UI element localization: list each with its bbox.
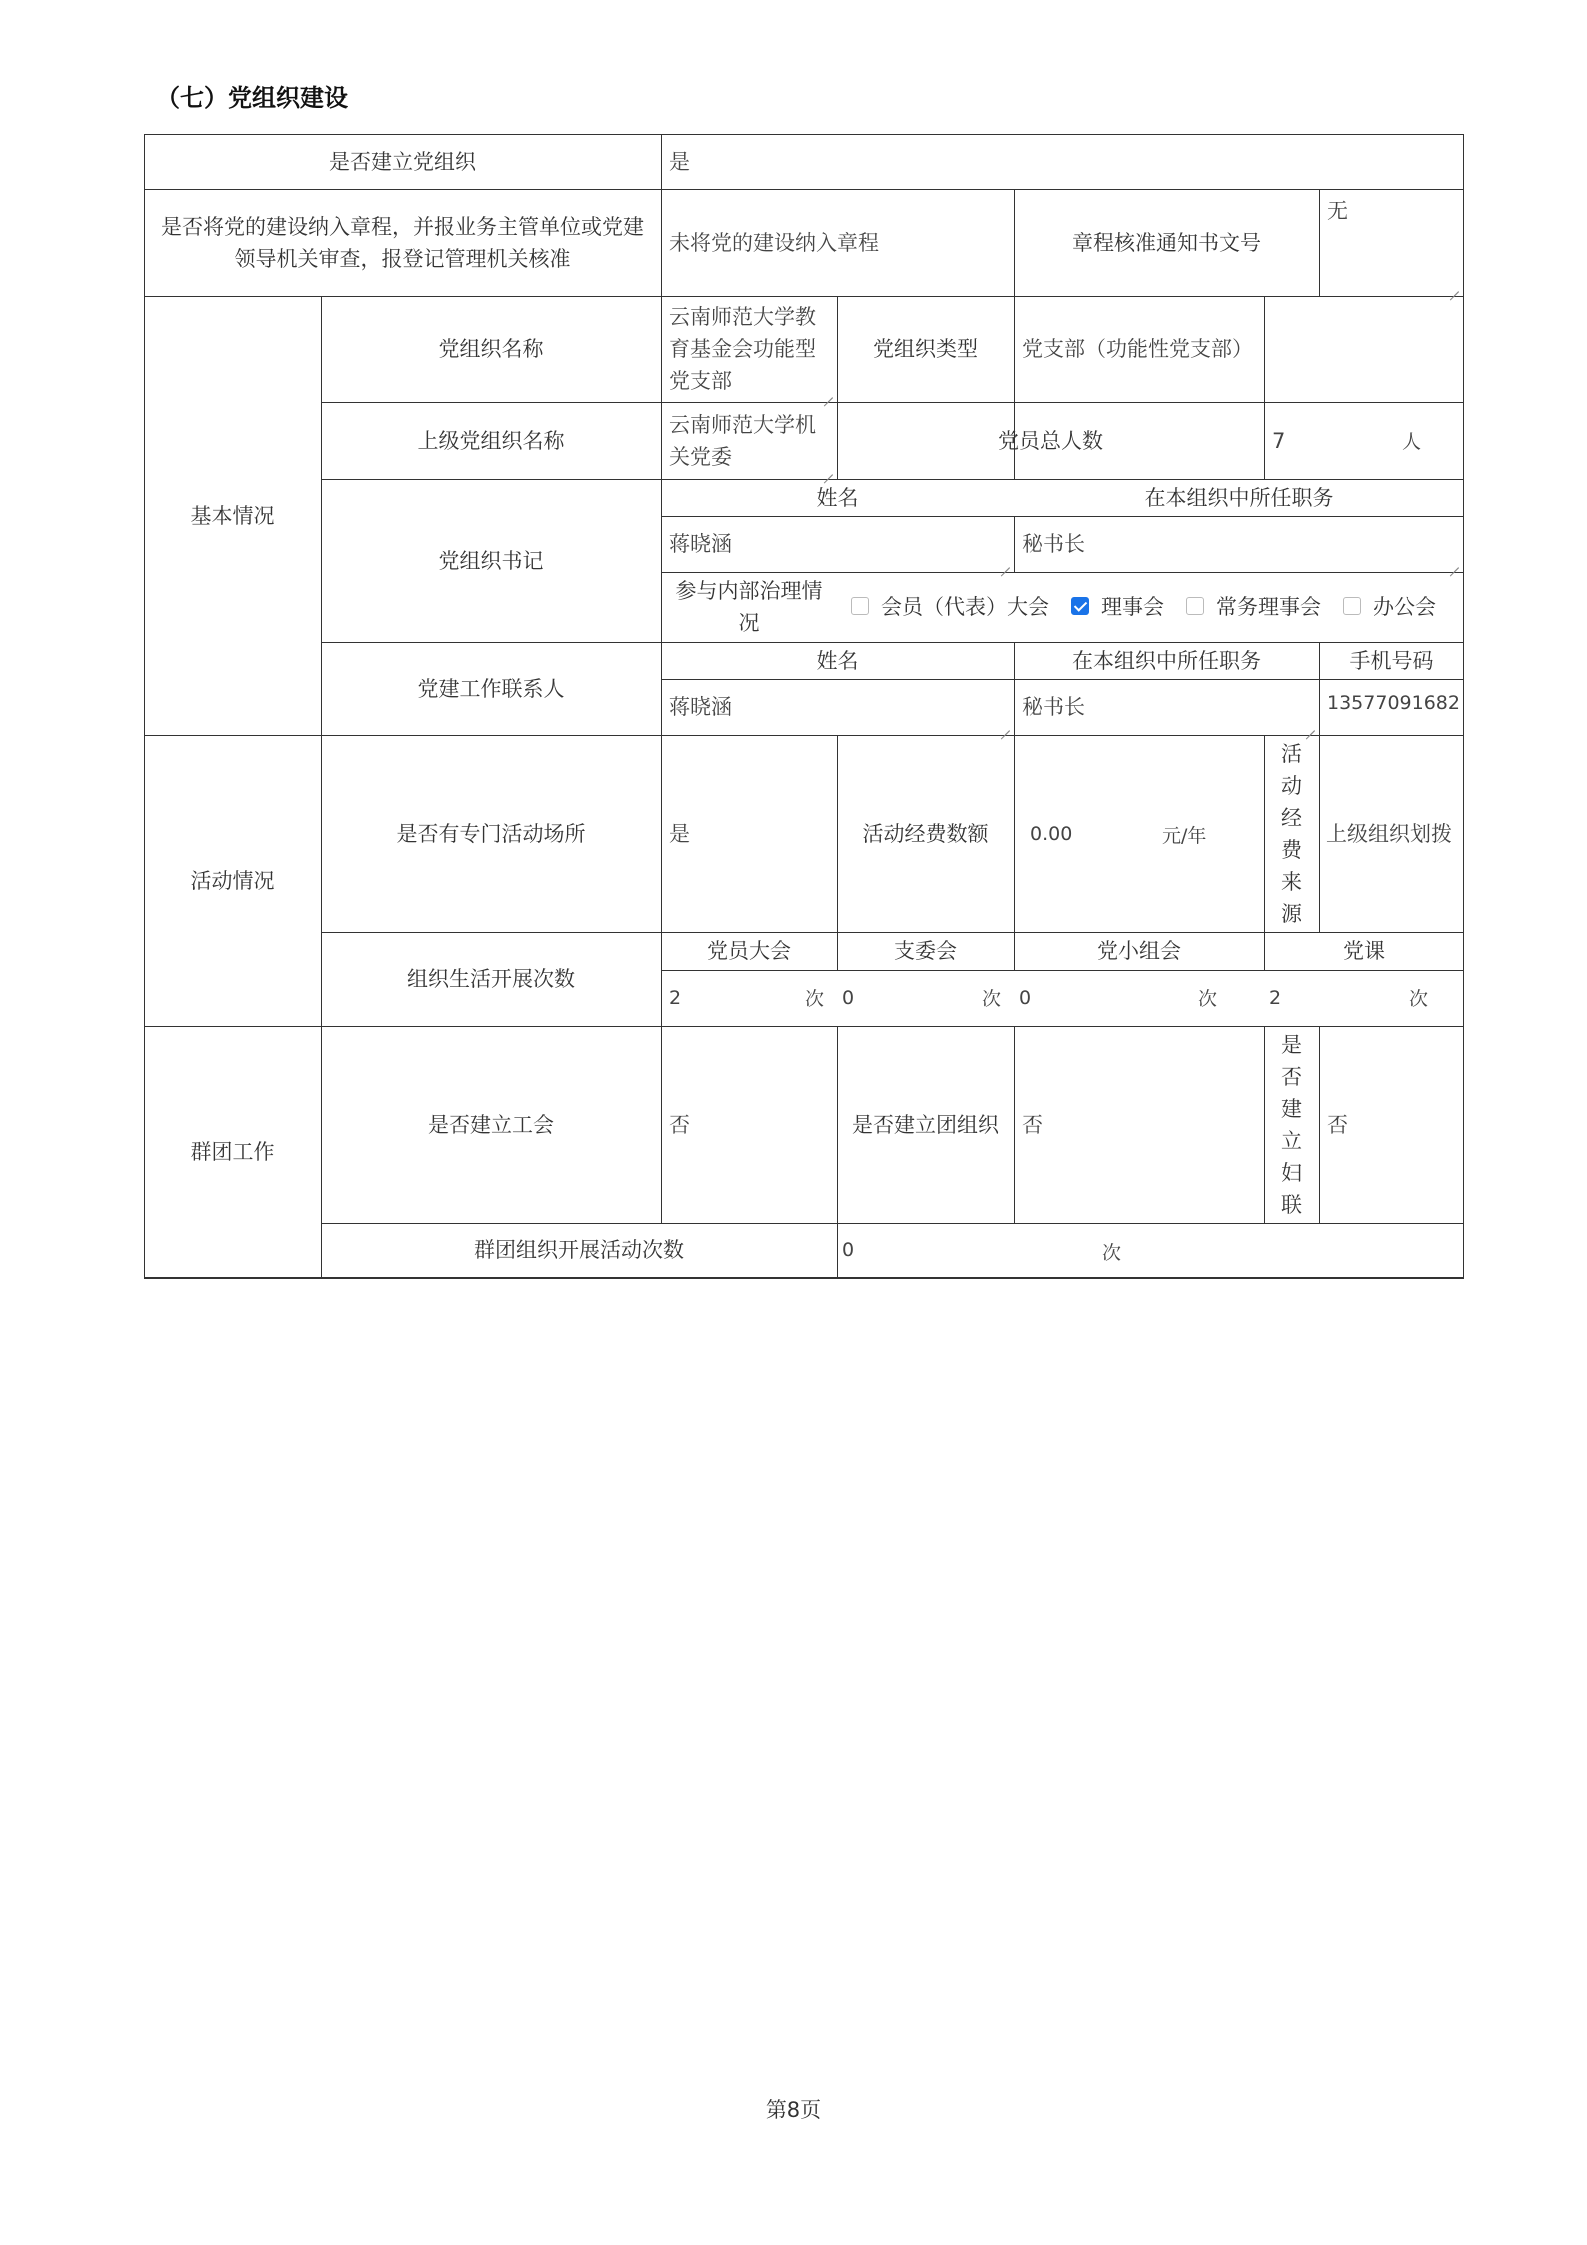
- members-input[interactable]: 7: [1272, 428, 1286, 453]
- times-unit: 次: [805, 988, 825, 1010]
- charter-label: [144, 189, 661, 296]
- women-label-char: 立: [1281, 1128, 1302, 1153]
- basic-section-label: 基本情况: [190, 503, 275, 528]
- secretary-position-header: 在本组织中所任职务: [1144, 485, 1334, 510]
- page-number: 第8页: [765, 2098, 822, 2122]
- governance-option-standing-council[interactable]: [1186, 591, 1321, 623]
- resize-grip-icon[interactable]: [1000, 721, 1010, 731]
- times-unit: 次: [1198, 988, 1218, 1010]
- funds-source-char: 动: [1281, 773, 1302, 798]
- meeting-header-committee: 支委会: [894, 939, 957, 963]
- governance-label: [661, 572, 837, 642]
- times-unit: 次: [1409, 988, 1429, 1010]
- events-input[interactable]: 0: [842, 1239, 855, 1261]
- governance-label-line: 参与内部治理情: [675, 579, 823, 603]
- contact-phone-input[interactable]: 13577091682: [1327, 692, 1460, 714]
- checkbox-icon[interactable]: [851, 597, 869, 615]
- option-label: 会员（代表）大会: [881, 595, 1049, 619]
- charter-value[interactable]: 未将党的建设纳入章程: [669, 230, 879, 255]
- women-label-char: 否: [1281, 1064, 1302, 1089]
- mass-section-label: 群团工作: [190, 1139, 275, 1164]
- contact-phone-header: 手机号码: [1349, 648, 1434, 673]
- option-label: 办公会: [1373, 595, 1436, 619]
- meeting-header-assembly: 党员大会: [707, 939, 791, 963]
- contact-position-header: 在本组织中所任职务: [1072, 648, 1261, 673]
- meeting-count-assembly[interactable]: 2: [669, 987, 682, 1009]
- notice-label: 章程核准通知书文号: [1072, 230, 1261, 255]
- resize-grip-icon[interactable]: [823, 388, 833, 398]
- parent-org-input[interactable]: [661, 402, 837, 479]
- funds-source-char: 活: [1281, 741, 1302, 766]
- governance-option-council[interactable]: [1071, 591, 1164, 623]
- checkbox-icon[interactable]: [1186, 597, 1204, 615]
- parent-org-line: 云南师范大学机: [669, 412, 816, 437]
- women-label-char: 联: [1281, 1192, 1302, 1217]
- women-value[interactable]: 否: [1327, 1112, 1348, 1137]
- established-value[interactable]: 是: [669, 149, 690, 174]
- resize-grip-icon[interactable]: [823, 465, 833, 475]
- parent-org-line: 关党委: [669, 444, 732, 469]
- org-type-value[interactable]: 党支部（功能性党支部）: [1022, 337, 1253, 361]
- org-name-line: 育基金会功能型: [669, 337, 816, 361]
- governance-label-line: 况: [738, 611, 760, 635]
- governance-options: [837, 572, 1464, 642]
- org-name-input[interactable]: [661, 296, 837, 402]
- contact-position-input[interactable]: 秘书长: [1022, 695, 1085, 719]
- women-label-char: 建: [1281, 1096, 1302, 1121]
- contact-name-header: 姓名: [816, 648, 859, 673]
- party-org-form: [144, 134, 1464, 1279]
- meeting-count-lecture[interactable]: 2: [1269, 987, 1282, 1009]
- funds-source-char: 经: [1281, 805, 1302, 830]
- funds-unit: 元/年: [1162, 825, 1207, 847]
- resize-grip-icon[interactable]: [1449, 282, 1459, 292]
- funds-source-char: 费: [1281, 837, 1302, 862]
- governance-option-assembly[interactable]: [851, 591, 1049, 623]
- org-name-line: 党支部: [669, 369, 732, 393]
- contact-label: 党建工作联系人: [417, 676, 565, 701]
- women-label-char: 是: [1281, 1032, 1302, 1057]
- events-unit: 次: [1102, 1242, 1122, 1264]
- established-label: 是否建立党组织: [329, 149, 476, 174]
- funds-input[interactable]: 0.00: [1030, 822, 1073, 845]
- youth-value[interactable]: 否: [1022, 1112, 1043, 1137]
- funds-source-char: 来: [1281, 869, 1302, 894]
- checkbox-icon[interactable]: [1343, 597, 1361, 615]
- union-value[interactable]: 否: [669, 1112, 690, 1137]
- option-label: 理事会: [1101, 595, 1164, 619]
- activity-section-label: 活动情况: [190, 868, 275, 893]
- funds-label: 活动经费数额: [862, 821, 989, 846]
- funds-source-char: 源: [1281, 901, 1302, 926]
- notice-input[interactable]: 无: [1327, 199, 1348, 223]
- meetings-label: 组织生活开展次数: [407, 967, 575, 991]
- women-label-char: 妇: [1281, 1160, 1302, 1185]
- meeting-count-committee[interactable]: 0: [842, 987, 855, 1009]
- women-label: [1264, 1026, 1319, 1223]
- members-unit: 人: [1402, 431, 1422, 453]
- times-unit: 次: [982, 988, 1002, 1010]
- org-name-line: 云南师范大学教: [669, 305, 816, 329]
- members-label: 党员总人数: [998, 428, 1103, 453]
- meeting-header-lecture: 党课: [1343, 939, 1385, 963]
- charter-label-line2: 领导机关审查，报登记管理机关核准: [234, 246, 571, 271]
- venue-label: 是否有专门活动场所: [396, 821, 586, 846]
- meeting-header-group: 党小组会: [1097, 939, 1181, 963]
- contact-name-input[interactable]: 蒋晓涵: [669, 695, 732, 719]
- checkbox-checked-icon[interactable]: [1071, 597, 1089, 615]
- charter-label-line1: 是否将党的建设纳入章程，并报业务主管单位或党建: [161, 214, 644, 239]
- parent-org-label: 上级党组织名称: [417, 428, 565, 453]
- resize-grip-icon[interactable]: [1449, 558, 1459, 568]
- funds-source-label: [1264, 735, 1319, 932]
- venue-value[interactable]: 是: [669, 821, 690, 846]
- union-label: 是否建立工会: [428, 1112, 554, 1137]
- org-type-label: 党组织类型: [873, 337, 978, 361]
- resize-grip-icon[interactable]: [1305, 721, 1315, 731]
- secretary-position-input[interactable]: 秘书长: [1022, 532, 1085, 556]
- secretary-name-header: 姓名: [816, 485, 859, 510]
- events-label: 群团组织开展活动次数: [474, 1238, 684, 1262]
- org-name-label: 党组织名称: [438, 337, 544, 361]
- option-label: 常务理事会: [1216, 595, 1321, 619]
- funds-source-value[interactable]: 上级组织划拨: [1326, 821, 1452, 846]
- secretary-label: 党组织书记: [438, 548, 544, 573]
- resize-grip-icon[interactable]: [1000, 558, 1010, 568]
- youth-label: 是否建立团组织: [852, 1112, 999, 1137]
- governance-option-office-meeting[interactable]: [1343, 591, 1436, 623]
- secretary-name-input[interactable]: 蒋晓涵: [669, 532, 732, 556]
- meeting-count-group[interactable]: 0: [1019, 987, 1032, 1009]
- section-heading: （七）党组织建设: [156, 84, 348, 112]
